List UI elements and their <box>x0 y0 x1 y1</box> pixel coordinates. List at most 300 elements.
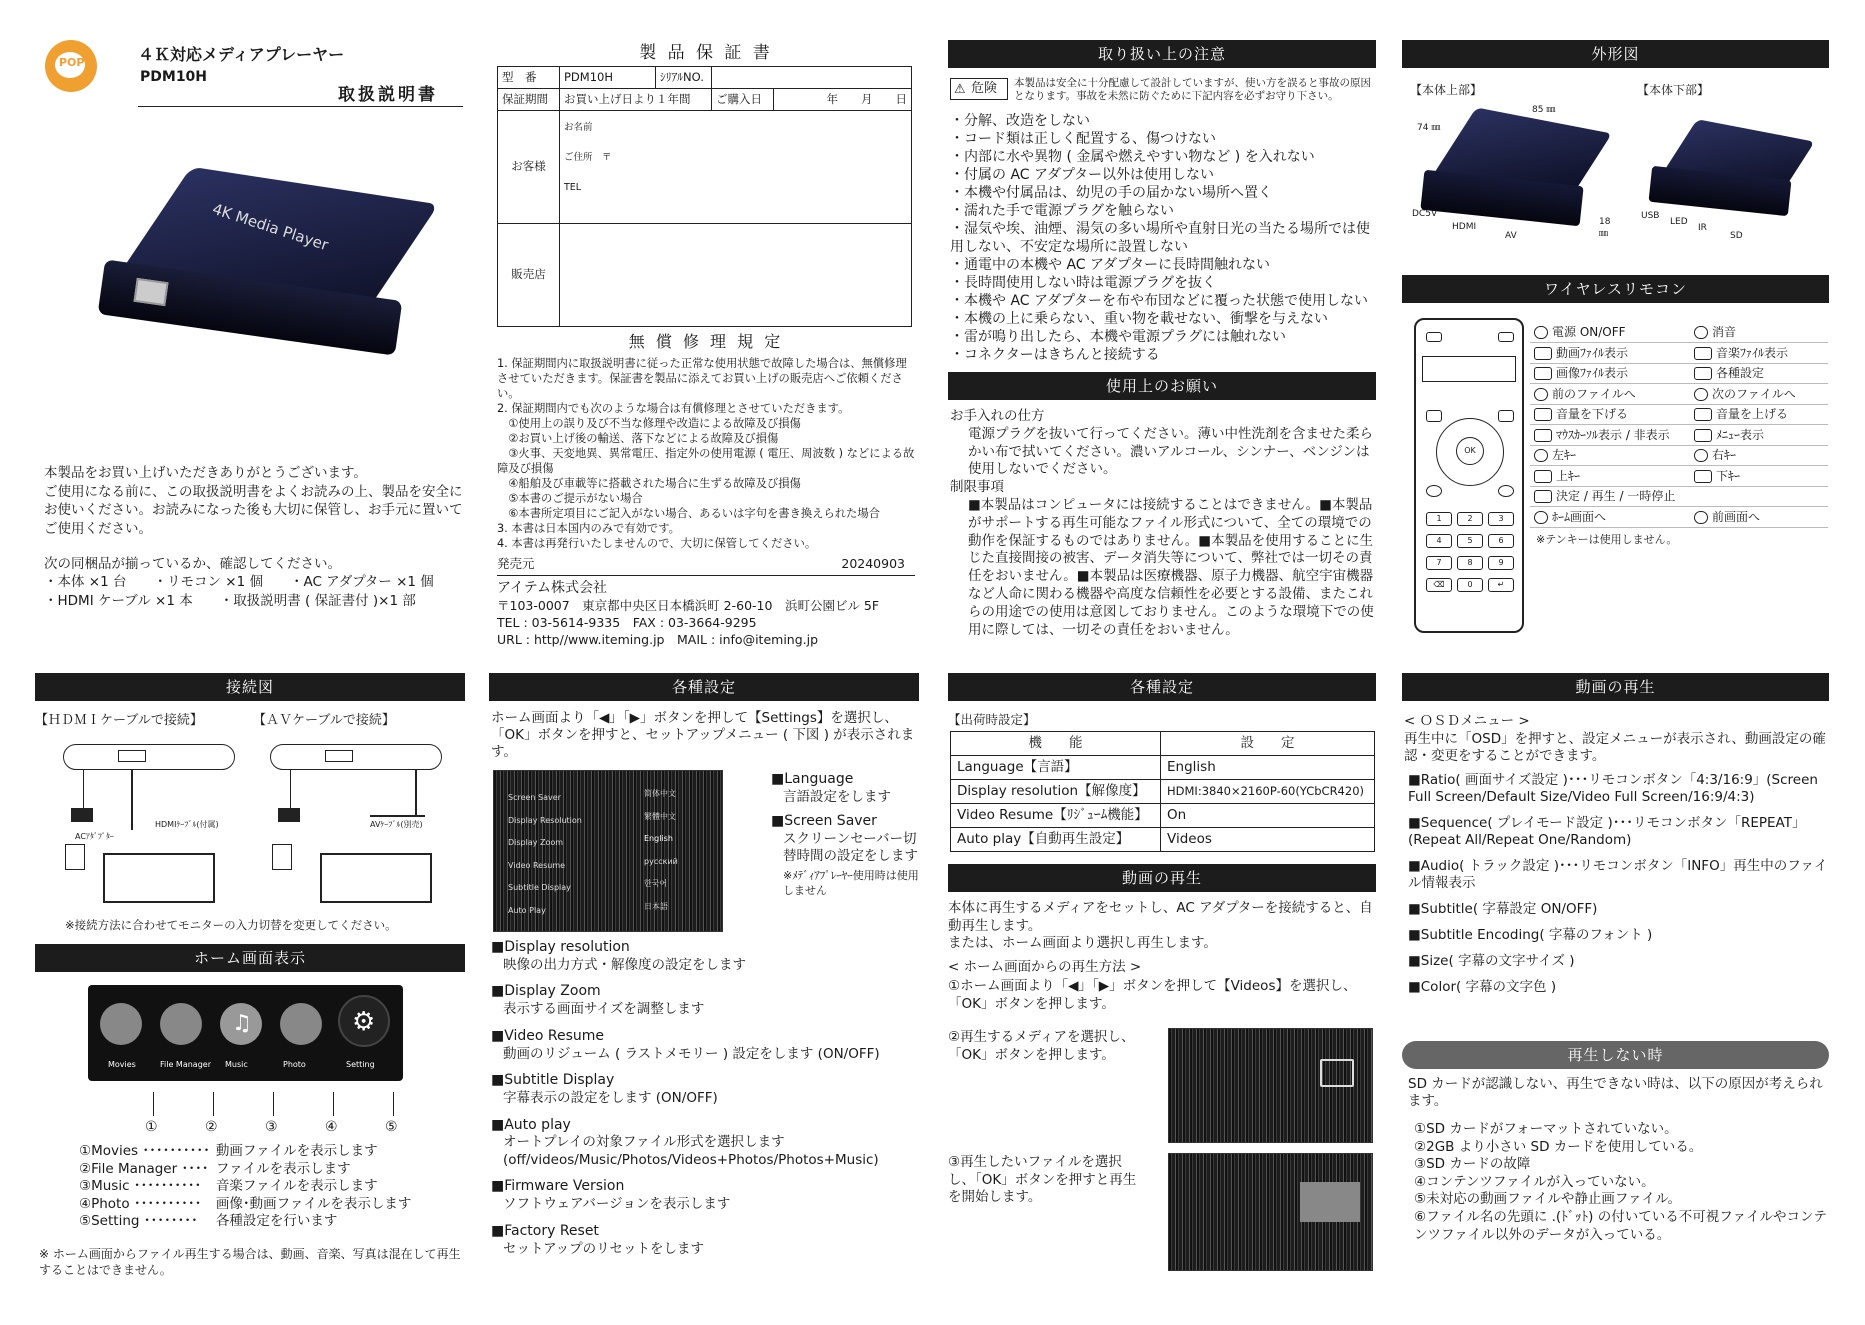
keypad-key[interactable]: 2 <box>1457 512 1483 526</box>
home-icon-label: Photo <box>283 1060 306 1069</box>
keypad-key[interactable]: 8 <box>1457 556 1483 570</box>
setup-menu-item[interactable]: Video Resume <box>508 860 566 870</box>
port-led: LED <box>1670 217 1688 227</box>
home-icon-label: Setting <box>346 1060 375 1069</box>
remote-cell <box>1690 445 1828 466</box>
intro-instructions: ご使用になる前に、この取扱説明書をよくお読みの上、製品を安全にお使いください。お読みになった後も大切に保管し、お手元に置いてご使用ください。 <box>44 483 463 537</box>
settings-item-desc: 映像の出力方式・解像度の設定をします <box>503 956 746 973</box>
ac-adapter-label: ACｱﾀﾞﾌﾟﾀｰ <box>75 832 114 841</box>
setup-language-option[interactable]: 繁體中文 <box>644 811 676 821</box>
repair-title: 無 償 修 理 規 定 <box>628 332 784 351</box>
external-header: 外形図 <box>1402 40 1829 68</box>
home-desc-name: ⑤Setting ････････ <box>79 1213 198 1229</box>
period-value: お買い上げ日より１年間 <box>560 89 712 111</box>
brand-logo <box>45 40 97 92</box>
settings-table-row <box>951 756 1375 780</box>
home-desc-row <box>79 1213 411 1231</box>
remote-button-icon <box>1534 326 1548 339</box>
repair-item: ③火事、天変地異、異常電圧、指定外の使用電源 ( 電圧、周波数 ) などによる故障及び損傷 <box>497 447 915 475</box>
remote-function-label: 左ｷｰ <box>1552 448 1577 463</box>
settings-items <box>491 938 919 1258</box>
remote-drawing <box>1414 318 1524 633</box>
home-desc-row <box>79 1161 411 1179</box>
remote-function-label: 音量を上げる <box>1716 407 1789 422</box>
playback-step-1: ①ホーム画面より「◀」「▶」ボタンを押して【Videos】を選択し、「OK」ボタンを押します。 <box>948 978 1357 1012</box>
remote-row <box>1530 425 1828 446</box>
keypad <box>1426 512 1516 592</box>
remote-function-label: 画像ﾌｧｲﾙ表示 <box>1556 366 1629 381</box>
model-number: PDM10H <box>140 69 208 85</box>
setup-language-option[interactable]: 简体中文 <box>644 789 676 798</box>
settings-item-title: ■Factory Reset <box>491 1222 599 1239</box>
remote-row <box>1530 404 1828 425</box>
care-title: お手入れの仕方 <box>950 408 1045 424</box>
remote-row <box>1530 466 1828 487</box>
settings-item-title: ■Auto play <box>491 1116 571 1133</box>
remote-function-label: 動画ﾌｧｲﾙ表示 <box>1556 345 1629 360</box>
contents-row-2: ・HDMI ケーブル ×1 本 ・取扱説明書 ( 保証書付 )×1 部 <box>44 592 416 609</box>
serial-label: ｼﾘｱﾙNO. <box>656 67 712 89</box>
remote-function-label: 音量を下げる <box>1556 407 1629 422</box>
setup-menu-right <box>644 783 719 918</box>
name-field: お名前 <box>564 122 593 133</box>
danger-text: 本製品は安全に十分配慮して設計していますが、使い方を誤ると事故の原因となります。事故を未然に防ぐために下記内容を必ずお守り下さい。 <box>1014 77 1371 102</box>
settings-side-title: ■Screen Saver <box>771 812 877 829</box>
setup-menu-item[interactable]: Auto Play <box>508 905 546 915</box>
keypad-key[interactable]: 9 <box>1488 556 1514 570</box>
settings-table-row <box>951 804 1375 828</box>
store-field[interactable] <box>560 224 912 327</box>
port-sd: SD <box>1730 231 1743 241</box>
home-screen-image <box>88 985 403 1081</box>
caution-item: ・本機の上に乗らない、重い物を載せない、衝撃を与えない <box>950 311 1328 327</box>
music-icon: ♫ <box>220 1003 262 1045</box>
repair-item: 3. 本書は日本国内のみで有効です。 <box>497 522 680 535</box>
remote-cell <box>1530 507 1690 528</box>
osd-item: ■Color( 字幕の文字色 ) <box>1408 979 1557 995</box>
intro-text <box>44 464 464 610</box>
port-usb: USB <box>1641 211 1660 221</box>
model-label: 型 番 <box>498 67 560 89</box>
connection-header: 接続図 <box>35 673 465 701</box>
settings-value: HDMI:3840×2160P-60(YCbCR420) <box>1161 780 1375 804</box>
settings-intro: ホーム画面より「◀」「▶」ボタンを押して【Settings】を選択し、「OK」ボタンを押すと、セットアップメニュー ( 下図 ) が表示されます。 <box>491 710 915 760</box>
remote-button-icon <box>1694 470 1712 483</box>
caution-item: ・コード類は正しく配置する、傷つけない <box>950 131 1216 147</box>
remote-button-icon <box>1534 367 1552 380</box>
requests-body <box>950 408 1376 639</box>
home-desc-table <box>79 1143 411 1231</box>
remote-button-icon <box>1694 429 1712 442</box>
header-rule <box>138 106 463 107</box>
setup-language-option[interactable]: English <box>644 834 673 843</box>
settings-side-title: ■Language <box>771 771 854 787</box>
remote-row <box>1530 445 1828 466</box>
file-manager-icon <box>160 1003 202 1045</box>
home-icon-label: File Manager <box>160 1060 211 1069</box>
remote-button-icon <box>1534 347 1552 360</box>
company-tel: TEL : 03-5614-9335 FAX : 03-3664-9295 <box>497 614 757 630</box>
osd-intro: 再生中に「OSD」を押すと、設定メニューが表示され、動画設定の確認・変更をすることができます。 <box>1404 731 1826 764</box>
ok-label: OK <box>1464 446 1476 455</box>
settings-side-list <box>771 770 921 898</box>
caution-item: ・付属の AC アダプター以外は使用しない <box>950 167 1215 183</box>
repair-item: 1. 保証期間内に取扱説明書に従った正常な使用状態で故障した場合は、無償修理させていただきます。保証書を製品に添えてお買い上げの販売店へご依頼ください。 <box>497 357 907 400</box>
default-settings-table <box>950 731 1375 852</box>
home-icon-label: Music <box>225 1060 248 1069</box>
keypad-key[interactable]: 6 <box>1488 534 1514 548</box>
playback-step-3: ③再生したいファイルを選択し、「OK」ボタンを押すと再生を開始します。 <box>948 1154 1137 1205</box>
remote-function-label: 音楽ﾌｧｲﾙ表示 <box>1716 345 1789 360</box>
playback-intro <box>948 900 1376 1013</box>
danger-label: 危険 <box>971 81 998 96</box>
remote-function-label: 前画面へ <box>1712 509 1761 524</box>
remote-function-label: 右ｷｰ <box>1712 448 1737 463</box>
requests-header: 使用上のお願い <box>948 372 1376 400</box>
remote-button-icon <box>1534 388 1548 401</box>
remote-cell <box>1530 404 1690 425</box>
port-ir: IR <box>1698 223 1707 233</box>
port-hdmi: HDMI <box>1452 222 1477 232</box>
playback-intro-1: 本体に再生するメディアをセットし、AC アダプターを接続すると、自動再生します。 <box>948 900 1373 934</box>
osd-title: < ＯＳＤメニュー > <box>1404 713 1530 729</box>
setup-language-option[interactable]: русский <box>644 856 678 866</box>
store-label: 販売店 <box>498 224 560 327</box>
setup-menu-item[interactable]: Subtitle Display <box>508 883 571 892</box>
remote-cell <box>1530 322 1690 343</box>
remote-button-icon <box>1534 408 1552 421</box>
keypad-key[interactable]: 7 <box>1426 556 1452 570</box>
remote-button-icon <box>1694 347 1712 360</box>
settings-table-row <box>951 780 1375 804</box>
remote-function-label: ﾎｰﾑ画面へ <box>1552 509 1607 524</box>
osd-item: ■Subtitle Encoding( 字幕のフォント ) <box>1408 927 1653 943</box>
caution-item: ・湿気や埃、油煙、湯気の多い場所や直射日光の当たる場所では使用しない、不安定な場所に設置しない <box>950 221 1370 255</box>
settings-func: Display resolution【解像度】 <box>951 780 1161 804</box>
settings-value: On <box>1161 804 1375 828</box>
repair-item: ①使用上の誤り及び不当な修理や改造による故障及び損傷 <box>497 417 801 430</box>
remote-function-table <box>1530 322 1828 528</box>
home-arrow <box>213 1092 214 1116</box>
noplay-list <box>1414 1121 1828 1244</box>
remote-button-icon <box>1694 408 1712 421</box>
remote-button-icon <box>1694 367 1712 380</box>
remote-function-label: 電源 ON/OFF <box>1552 324 1626 339</box>
home-desc-row <box>79 1178 411 1196</box>
publisher-label: 発売元 <box>497 556 535 571</box>
remote-button-icon <box>1694 449 1708 462</box>
repair-item: 4. 本書は再発行いたしませんので、大切に保管してください。 <box>497 537 817 550</box>
remote-button-icon <box>1694 511 1708 524</box>
av-connect-label: 【ＡＶケーブルで接続】 <box>253 713 395 728</box>
settings-item-title: ■Display Zoom <box>491 983 601 1000</box>
osd-item: ■Audio( トラック設定 )･･･リモコンボタン「INFO」再生中のファイル情報表示 <box>1408 858 1828 891</box>
remote-function-label: 上ｷｰ <box>1556 468 1581 483</box>
remote-cell <box>1530 486 1690 507</box>
settings-table-header <box>951 732 1375 756</box>
setting-icon: ⚙ <box>338 995 390 1047</box>
caution-item: ・分解、改造をしない <box>950 113 1090 129</box>
remote-function-label: 次のファイルへ <box>1712 386 1796 401</box>
settings-item-desc: オートプレイの対象ファイル形式を選択します (off/videos/Music/Photos/Videos+Photos/Photos+Music) <box>503 1134 879 1168</box>
repair-item: ⑥本書所定項目にご記入がない場合、あるいは字句を書き換えられた場合 <box>497 507 880 520</box>
settings-side-desc: 言語設定をします <box>783 788 891 805</box>
remote-cell <box>1530 343 1690 364</box>
remote-function-label: 消音 <box>1712 324 1737 339</box>
publisher-block <box>497 556 915 648</box>
hdmi-connection-diagram <box>63 740 243 910</box>
caution-item: ・本機や付属品は、幼児の手の届かない場所へ置く <box>950 185 1272 201</box>
remote-function-label: 前のファイルへ <box>1552 386 1636 401</box>
warranty-table <box>497 66 912 327</box>
settings-col-set: 設 定 <box>1161 732 1375 756</box>
remote-row <box>1530 507 1828 528</box>
home-number: ③ <box>265 1119 278 1135</box>
bottom-view-diagram <box>1641 118 1822 241</box>
noplay-item: ③SD カードの故障 <box>1414 1156 1531 1173</box>
home-number: ④ <box>325 1119 338 1135</box>
remote-cell <box>1690 343 1828 364</box>
model-value: PDM10H <box>560 67 656 89</box>
remote-function-label: ﾒﾆｭｰ表示 <box>1716 427 1765 442</box>
playback-step-2: ②再生するメディアを選択し、「OK」ボタンを押します。 <box>948 1029 1135 1063</box>
home-number: ⑤ <box>385 1119 398 1135</box>
top-view-label: 【本体上部】 <box>1410 83 1483 97</box>
remote-cell <box>1690 404 1828 425</box>
caution-item: ・コネクターはきちんと接続する <box>950 347 1160 363</box>
repair-item: ②お買い上げ後の輸送、落下などによる故障及び損傷 <box>497 432 779 445</box>
contents-row-1: ・本体 ×1 台 ・リモコン ×1 個 ・AC アダプター ×1 個 <box>44 574 434 591</box>
noplay-item: ⑤未対応の動画ファイルや静止画ファイル。 <box>1414 1191 1681 1208</box>
playback2-header: 動画の再生 <box>1402 673 1829 701</box>
keypad-key[interactable]: 1 <box>1426 512 1452 526</box>
playback-header: 動画の再生 <box>948 864 1376 892</box>
remote-cell <box>1530 363 1690 384</box>
keypad-key[interactable]: ⌫ <box>1426 578 1452 592</box>
dim-height: 18 ㎜ <box>1599 217 1611 240</box>
av-connection-diagram <box>270 740 450 910</box>
address-field: ご住所 〒 <box>564 152 612 163</box>
remote-button-icon <box>1694 388 1708 401</box>
home-desc-text: ファイルを表示します <box>215 1160 351 1177</box>
settings2-header: 各種設定 <box>948 673 1376 701</box>
remote-cell <box>1690 466 1828 487</box>
remote-button-icon <box>1534 429 1552 442</box>
setup-language-option[interactable]: 日本語 <box>644 901 668 911</box>
remote-button-icon <box>1534 511 1548 524</box>
settings-item-title: ■Video Resume <box>491 1027 605 1044</box>
home-number: ① <box>145 1119 158 1135</box>
purchase-date[interactable]: 年 月 日 <box>774 89 912 111</box>
home-desc-name: ②File Manager ････ <box>79 1160 209 1177</box>
hdmi-cable-label: HDMIｹｰﾌﾞﾙ(付属) <box>155 820 219 829</box>
home-desc-text: 動画ファイルを表示します <box>215 1143 378 1159</box>
danger-icon: ⚠ 危険 <box>950 78 1008 100</box>
home-desc-text: 各種設定を行います <box>215 1213 338 1229</box>
noplay-item: ④コンテンツファイルが入っていない。 <box>1414 1173 1655 1190</box>
caution-item: ・雷が鳴り出したら、本機や電源プラグには触れない <box>950 329 1286 345</box>
keypad-key[interactable]: 0 <box>1457 578 1483 592</box>
remote-row <box>1530 343 1828 364</box>
setup-menu-item[interactable]: Display Resolution <box>508 815 582 825</box>
remote-button-icon <box>1534 449 1548 462</box>
home-note: ※ ホーム画面からファイル再生する場合は、動画、音楽、写真は混在して再生することはできません。 <box>39 1247 461 1277</box>
product-title: ４Ｋ対応メディアプレーヤー <box>138 45 345 64</box>
settings-side-note: ※ﾒﾃﾞｨｱﾌﾟﾚｰﾔｰ使用時は使用しません <box>783 868 919 897</box>
settings-table-row <box>951 828 1375 852</box>
osd-item: ■Subtitle( 字幕設定 ON/OFF) <box>1408 901 1598 917</box>
period-label: 保証期間 <box>498 89 560 111</box>
settings-value: English <box>1161 756 1375 780</box>
remote-button-icon <box>1694 326 1708 339</box>
home-desc-name: ①Movies ･･････････ <box>79 1143 210 1159</box>
remote-row <box>1530 363 1828 384</box>
keypad-key[interactable]: 4 <box>1426 534 1452 548</box>
company-url[interactable]: URL : http//www.iteming.jp MAIL : info@iteming.jp <box>497 631 819 647</box>
settings-item-desc: 動画のリジューム ( ラストメモリー ) 設定をします (ON/OFF) <box>503 1045 880 1062</box>
manual-title: 取扱説明書 <box>338 85 438 105</box>
customer-label: お客様 <box>498 111 560 224</box>
intro-thanks: 本製品をお買い上げいただきありがとうございます。 <box>44 465 367 481</box>
bottom-view-label: 【本体下部】 <box>1637 83 1710 97</box>
remote-cell <box>1530 425 1690 446</box>
home-arrow <box>153 1092 154 1116</box>
remote-cell <box>1690 384 1828 405</box>
home-desc-name: ③Music ･･････････ <box>79 1178 202 1194</box>
tel-field: TEL <box>564 182 582 193</box>
serial-value[interactable] <box>712 67 912 89</box>
remote-function-label: 各種設定 <box>1716 366 1765 381</box>
remote-cell <box>1530 445 1690 466</box>
company-name: アイテム株式会社 <box>497 579 608 596</box>
caution-item: ・濡れた手で電源プラグを触らない <box>950 203 1174 219</box>
remote-button-icon <box>1534 490 1552 503</box>
contents-title: 次の同梱品が揃っているか、確認してください。 <box>44 555 341 572</box>
port-av: AV <box>1505 231 1517 241</box>
keypad-key[interactable]: 5 <box>1457 534 1483 548</box>
customer-fields[interactable] <box>560 111 912 224</box>
osd-item: ■Size( 字幕の文字サイズ ) <box>1408 953 1575 969</box>
keypad-key[interactable]: ↵ <box>1488 578 1514 592</box>
noplay-intro: SD カードが認識しない、再生できない時は、以下の原因が考えられます。 <box>1408 1076 1823 1109</box>
caution-item: ・通電中の本機や AC アダプターに長時間触れない <box>950 257 1271 273</box>
caution-header: 取り扱い上の注意 <box>948 40 1376 68</box>
repair-list <box>497 356 915 551</box>
settings-col-func: 機 能 <box>951 732 1161 756</box>
caution-item: ・内部に水や異物 ( 金属や燃えやすい物など ) を入れない <box>950 149 1315 165</box>
remote-note: ※テンキーは使用しません。 <box>1536 533 1678 546</box>
home-desc-row <box>79 1143 411 1161</box>
media-select-screenshot <box>1168 1028 1373 1143</box>
warranty-title: 製 品 保 証 書 <box>639 43 773 63</box>
settings-value: Videos <box>1161 828 1375 852</box>
remote-function-label: ﾏｳｽｶｰｿﾙ表示 / 非表示 <box>1556 427 1670 442</box>
repair-item: ④船舶及び車載等に搭載された場合に生ずる故障及び損傷 <box>497 477 801 490</box>
settings-item-title: ■Display resolution <box>491 939 630 955</box>
settings-item-title: ■Firmware Version <box>491 1178 625 1195</box>
remote-cell <box>1530 384 1690 405</box>
company-address: 〒103-0007 東京都中央区日本橋浜町 2-60-10 浜町公園ビル 5F <box>497 597 880 613</box>
top-view-diagram <box>1412 105 1622 241</box>
caution-item: ・長時間使用しない時は電源プラグを抜く <box>950 275 1216 291</box>
noplay-item: ①SD カードがフォーマットされていない。 <box>1414 1121 1678 1137</box>
home-desc-row <box>79 1196 411 1214</box>
home-header: ホーム画面表示 <box>35 944 465 972</box>
movies-icon <box>100 1003 142 1045</box>
dim-depth: 74 ㎜ <box>1417 123 1441 133</box>
settings-header: 各種設定 <box>489 673 919 701</box>
remote-cell <box>1690 486 1828 507</box>
default-settings-label: 【出荷時設定】 <box>948 712 1036 727</box>
limit-text: ■本製品はコンピュータには接続することはできません。■本製品がサポートする再生可能なファイル形式について、全ての環境での動作を保証するものではありません。■本製品を使用することに生じた直接間接の被害、データ消失等について、弊社では一切その責任をおいません。■本製品は医療機器、原子力機器、航空宇宙機器など人命に関わる機器や高度な信頼性を必要とする設備、またこれらの用途での使用は意図しておりません。このような環境下での使用に際しては、一切その責任をおいません。 <box>968 496 1374 638</box>
remote-cell <box>1530 466 1690 487</box>
remote-cell <box>1690 425 1828 446</box>
setup-language-option[interactable]: 한국어 <box>644 879 668 888</box>
settings-item-desc: 表示する画面サイズを調整します <box>503 1001 705 1018</box>
home-desc-text: 画像･動画ファイルを表示します <box>215 1195 412 1212</box>
remote-cell <box>1690 322 1828 343</box>
remote-function-label: 決定 / 再生 / 一時停止 <box>1556 489 1676 504</box>
remote-function-label: 下ｷｰ <box>1716 468 1741 483</box>
home-arrow <box>333 1092 334 1116</box>
home-icon-label: Movies <box>108 1060 136 1069</box>
osd-items <box>1408 772 1828 1005</box>
publish-code: 20240903 <box>841 556 905 571</box>
dim-width: 85 ㎜ <box>1532 105 1556 115</box>
av-cable-label: AVｹｰﾌﾞﾙ(別売) <box>370 820 423 829</box>
remote-row <box>1530 486 1828 507</box>
settings-func: Video Resume【ﾘｼﾞｭｰﾑ機能】 <box>951 804 1161 828</box>
remote-header: ワイヤレスリモコン <box>1402 275 1829 303</box>
care-text: 電源プラグを抜いて行ってください。薄い中性洗剤を含ませた柔らかい布で拭いてください。濃いアルコール、シンナー、ベンジンは使用しないでください。 <box>968 425 1373 478</box>
home-desc-text: 音楽ファイルを表示します <box>215 1178 378 1194</box>
setup-menu-left <box>508 787 608 922</box>
remote-row <box>1530 384 1828 405</box>
settings-func: Language【言語】 <box>951 756 1161 780</box>
keypad-key[interactable]: 3 <box>1488 512 1514 526</box>
setup-menu-item[interactable]: Display Zoom <box>508 838 564 847</box>
product-photo <box>80 175 430 375</box>
osd-item: ■Sequence( プレイモード設定 )･･･リモコンボタン「REPEAT」(Repeat All/Repeat One/Random) <box>1408 815 1806 848</box>
setup-menu-screenshot <box>493 770 723 932</box>
caution-list <box>950 112 1376 364</box>
repair-item: ⑤本書のご提示がない場合 <box>497 492 643 505</box>
playback-intro-2: または、ホーム画面より選択し再生します。 <box>948 935 1217 951</box>
setup-menu-item[interactable]: Screen Saver <box>508 793 561 802</box>
hdmi-connect-label: 【ＨＤＭＩケーブルで接続】 <box>35 713 203 728</box>
settings-item-desc: セットアップのリセットをします <box>503 1240 705 1257</box>
purchase-label: ご購入日 <box>712 89 774 111</box>
repair-item: 2. 保証期間内でも次のような場合は有償修理とさせていただきます。 <box>497 402 850 415</box>
remote-cell <box>1690 363 1828 384</box>
limit-title: 制限事項 <box>950 479 1004 496</box>
product-label: 4K Media Player <box>210 199 331 255</box>
settings-side-desc: スクリーンセーバー切替時間の設定をします <box>783 830 918 864</box>
settings-item-desc: ソフトウェアバージョンを表示します <box>503 1196 731 1213</box>
remote-row <box>1530 322 1828 343</box>
settings-func: Auto play【自動再生設定】 <box>951 828 1161 852</box>
file-select-screenshot <box>1168 1153 1373 1271</box>
noplay-header: 再生しない時 <box>1402 1041 1829 1069</box>
home-arrow <box>393 1092 394 1116</box>
noplay-item: ⑥ファイル名の先頭に .(ﾄﾞｯﾄ) の付いている不可視ファイルやコンテンツファイル以外のデータが入っている。 <box>1414 1208 1827 1243</box>
home-number: ② <box>205 1119 218 1135</box>
ok-button[interactable] <box>1456 437 1484 465</box>
connection-note: ※接続方法に合わせてモニターの入力切替を変更してください。 <box>65 918 397 932</box>
playback-subtitle: < ホーム画面からの再生方法 > <box>948 958 1142 975</box>
settings-item-desc: 字幕表示の設定をします (ON/OFF) <box>503 1090 718 1107</box>
remote-cell <box>1690 507 1828 528</box>
